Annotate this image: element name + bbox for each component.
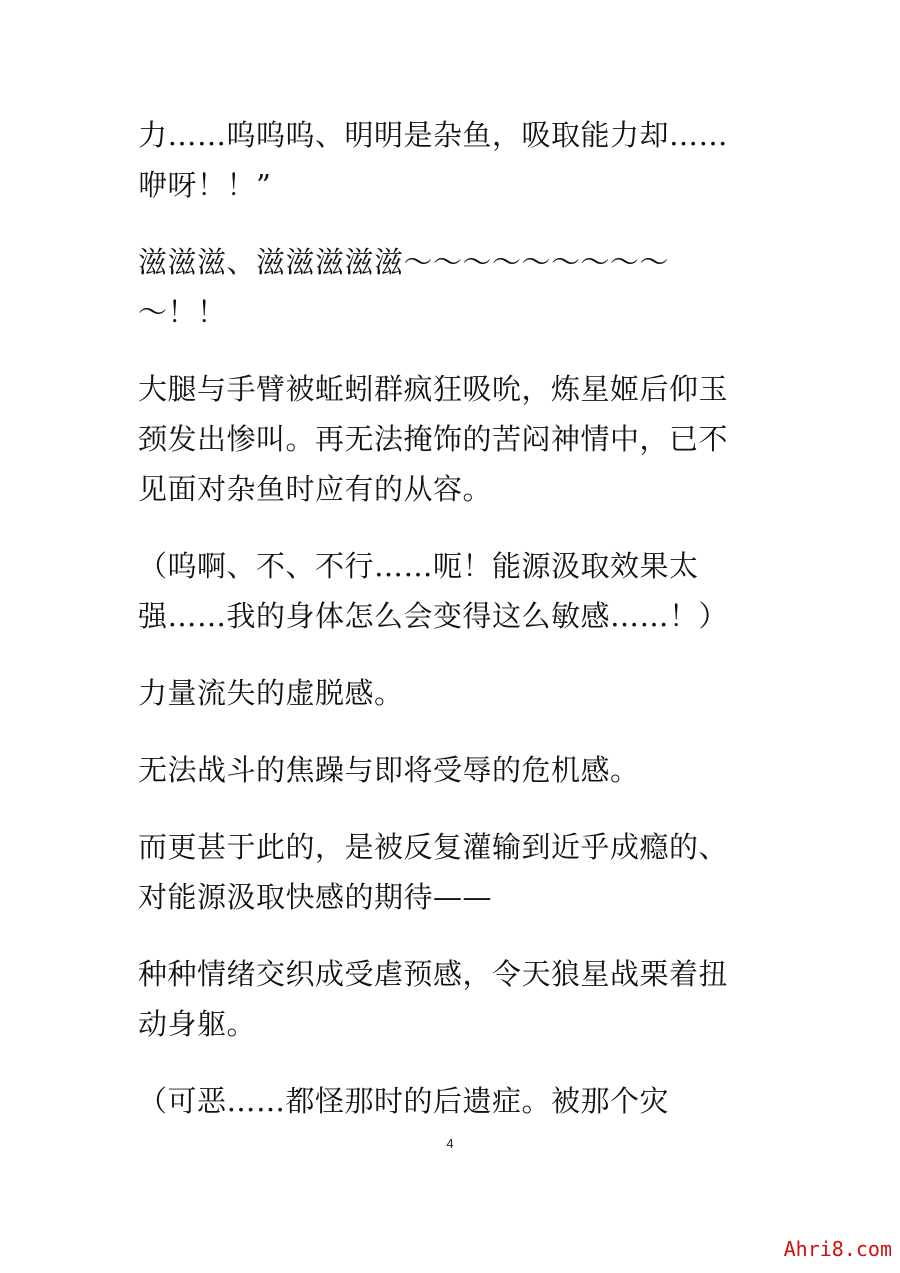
- paragraph-2: 滋滋滋、滋滋滋滋滋～～～～～～～～～～！！: [138, 245, 670, 329]
- paragraph-6: 无法战斗的焦躁与即将受辱的危机感。: [138, 753, 640, 787]
- paragraph-1: 力……呜呜呜、明明是杂鱼，吸取能力却…… 咿呀！！”: [138, 118, 729, 202]
- watermark: Ahri8.com: [783, 1237, 892, 1261]
- paragraph-8: 种种情绪交织成受虐预感，令天狼星战栗着扭 动身躯。: [138, 957, 729, 1041]
- paragraph-5: 力量流失的虚脱感。: [138, 676, 404, 710]
- paragraph-9: （可恶……都怪那时的后遗症。被那个灾: [138, 1084, 670, 1118]
- paragraph-3: 大腿与手臂被蚯蚓群疯狂吸吮，炼星姬后仰玉 颈发出惨叫。再无法掩饰的苦闷神情中，已不 见面对杂鱼时应有的从容。: [138, 372, 729, 506]
- document-body: [138, 110, 748, 1153]
- paragraph-4: （呜啊、不、不行……呃！能源汲取效果太 强……我的身体怎么会变得这么敏感……！）: [138, 549, 729, 633]
- page-number: 4: [446, 1136, 454, 1151]
- paragraph-7: 而更甚于此的，是被反复灌输到近乎成瘾的、 对能源汲取快感的期待——: [138, 830, 729, 914]
